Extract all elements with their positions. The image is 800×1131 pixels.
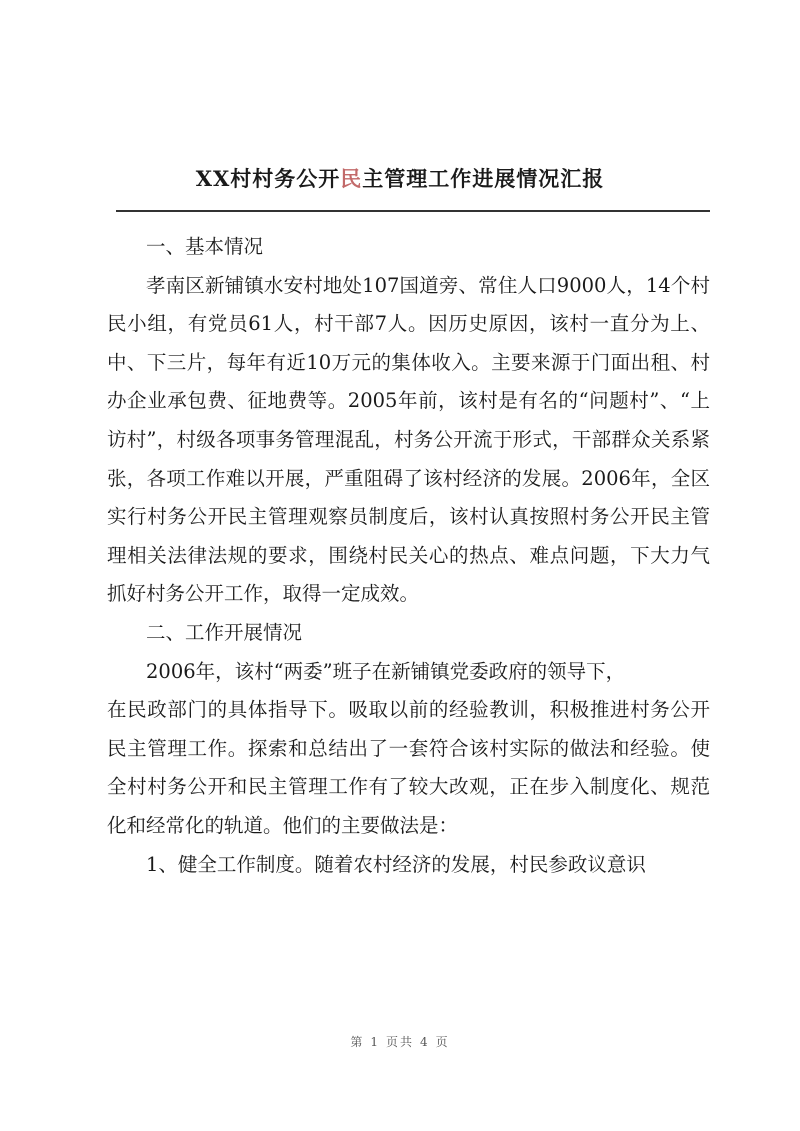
title-divider [116, 210, 710, 212]
footer-middle: 页共 [385, 1035, 414, 1049]
paragraph-work-intro: 2006年，该村“两委”班子在新铺镇党委政府的领导下， [146, 659, 626, 683]
footer-page-total: 4 [420, 1035, 430, 1049]
footer-page-number: 1 [370, 1035, 380, 1049]
paragraph-item-1: 1、健全工作制度。随着农村经济的发展，村民参政议意识 [146, 852, 646, 876]
title-mark: 民 [340, 166, 363, 191]
footer-prefix: 第 [350, 1035, 365, 1049]
paragraph-basic-situation: 孝南区新铺镇水安村地处107国道旁、常住人口9000人，14个村民小组，有党员61人，村干部7人。因历史原因，该村一直分为上、中、下三片，每年有近10万元的集体收入。主要来源于门面出租、村办企业承包费、征地费等。2005年前，该村是有名的“问题村”、“上访村”，村级各项事务管理混乱，村务公开流于形式，干部群众关系紧张，各项工作难以开展，严重阻碍了该村经济的发展。2006年，全区实行村务公开民主管理观察员制度后，该村认真按照村务公开民主管理相关法律法规的要求，围绕村民关心的热点、难点问题，下大力气抓好村务公开工作，取得一定成效。 [107, 273, 710, 606]
paragraph-work-detail: 在民政部门的具体指导下。吸取以前的经验教训，积极推进村务公开民主管理工作。探索和总结出了一套符合该村实际的做法和经验。使全村村务公开和民主管理工作有了较大改观，正在步入制度化、规范化和经常化的轨道。他们的主要做法是： [107, 698, 710, 837]
section-heading-work: 二、工作开展情况 [146, 620, 303, 644]
title-prefix: XX村村务公开 [195, 166, 341, 191]
document-body [107, 228, 710, 884]
page-footer [0, 1033, 800, 1050]
document-title [0, 163, 800, 193]
title-suffix: 主管理工作进展情况汇报 [362, 166, 605, 191]
section-heading-basic: 一、基本情况 [146, 235, 264, 258]
footer-suffix: 页 [435, 1035, 450, 1049]
